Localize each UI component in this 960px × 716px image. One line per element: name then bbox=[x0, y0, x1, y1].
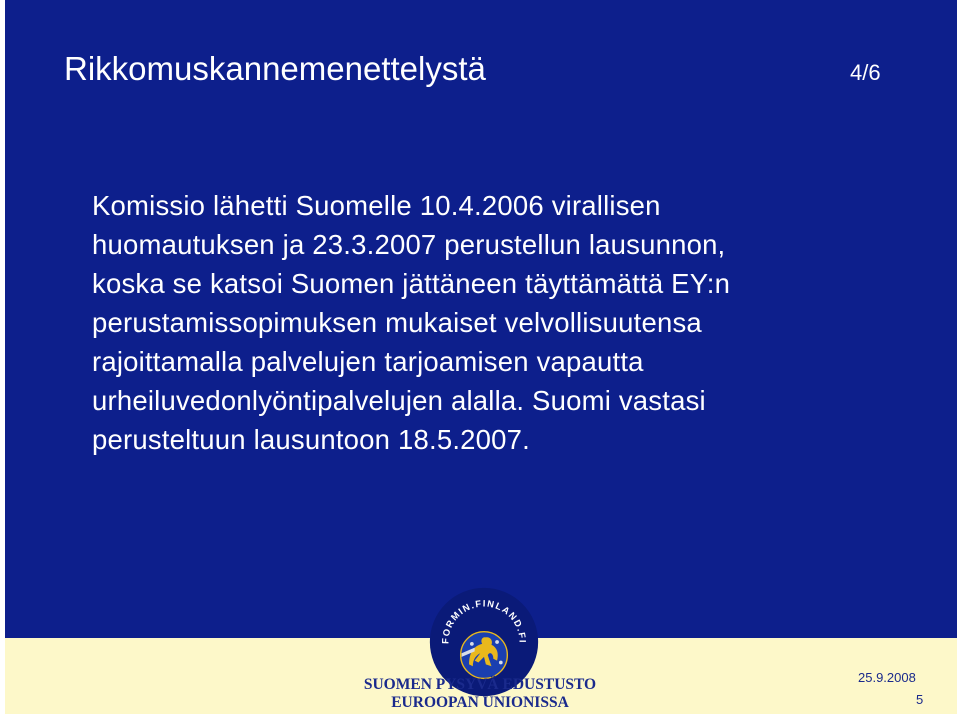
body-line: urheiluvedonlyöntipalvelujen alalla. Suomi vastasi bbox=[92, 385, 706, 416]
body-line: huomautuksen ja 23.3.2007 perustellun lausunnon, bbox=[92, 229, 726, 260]
body-line: perusteltuun lausuntoon 18.5.2007. bbox=[92, 424, 530, 455]
body-paragraph bbox=[92, 186, 892, 459]
footer-organization-line-2: EUROOPAN UNIONISSA bbox=[391, 694, 569, 711]
slide-date: 25.9.2008 bbox=[858, 670, 916, 685]
body-line: rajoittamalla palvelujen tarjoamisen vapautta bbox=[92, 346, 644, 377]
body-line: perustamissopimuksen mukaiset velvollisuutensa bbox=[92, 307, 702, 338]
logo-text: FORMIN.FINLAND.FI bbox=[440, 598, 528, 645]
body-line: Komissio lähetti Suomelle 10.4.2006 virallisen bbox=[92, 190, 661, 221]
finnish-lion-emblem-icon bbox=[461, 632, 508, 679]
slide-title: Rikkomuskannemenettelystä bbox=[64, 50, 486, 87]
section-page-indicator: 4/6 bbox=[850, 60, 881, 85]
footer-organization-line-1: SUOMEN PYSYVÄ EDUSTUSTO bbox=[363, 676, 597, 693]
slide-page-number: 5 bbox=[916, 692, 924, 707]
body-line: koska se katsoi Suomen jättäneen täyttämättä EY:n bbox=[92, 268, 731, 299]
